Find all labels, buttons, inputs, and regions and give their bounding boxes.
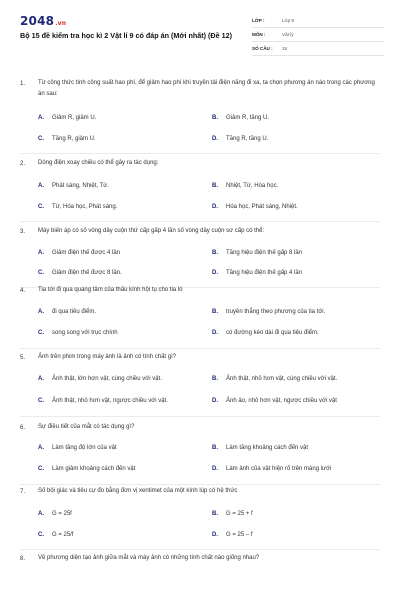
option-letter: C. — [38, 466, 44, 472]
meta-label: MÔN : — [252, 32, 266, 37]
option-letter: B. — [212, 445, 218, 451]
option-b[interactable] — [212, 115, 269, 121]
question-divider — [20, 153, 380, 154]
question-text: Từ công thức tính công suất hao phí, để giảm hao phí khi truyền tải điện năng đi xa, ta chọn phương án nào trong các phương án sau: — [38, 80, 375, 97]
option-text: đi qua tiêu điểm. — [52, 309, 97, 315]
option-letter: A. — [38, 115, 44, 121]
option-d[interactable] — [212, 398, 337, 404]
option-b[interactable] — [212, 445, 308, 451]
question-number: 4. — [20, 288, 26, 294]
option-letter: D. — [212, 466, 218, 472]
meta-row-subject — [252, 28, 384, 42]
option-c[interactable] — [38, 532, 74, 538]
meta-value: Vật lý — [282, 32, 294, 37]
option-text: Ảnh thật, lớn hơn vật, cùng chiều với vật. — [52, 376, 162, 382]
option-text: Hóa học, Phát sáng, Nhiệt. — [226, 204, 298, 210]
option-text: Giảm điện thế được 8 lần. — [52, 270, 122, 276]
option-text: Làm giảm khoảng cách đến vật — [52, 466, 136, 472]
option-text: Tăng hiệu điện thế gấp 4 lần — [226, 270, 303, 276]
option-text: Nhiệt, Từ, Hóa học. — [226, 183, 279, 189]
option-text: Tăng hiệu điện thế gấp 8 lần — [226, 250, 303, 256]
option-letter: A. — [38, 445, 44, 451]
option-text: Tăng R, giảm U. — [52, 136, 96, 142]
option-letter: A. — [38, 309, 44, 315]
meta-label: LỚP : — [252, 18, 265, 23]
question-number: 7. — [20, 489, 26, 495]
option-c[interactable] — [38, 204, 117, 210]
option-d[interactable] — [212, 270, 302, 276]
option-a[interactable] — [38, 115, 96, 121]
option-letter: C. — [38, 330, 44, 336]
option-b[interactable] — [212, 309, 325, 315]
question-number: 1. — [20, 81, 26, 87]
option-text: song song với trục chính — [52, 330, 118, 336]
option-letter: D. — [212, 204, 218, 210]
option-letter: D. — [212, 532, 218, 538]
option-a[interactable] — [38, 445, 117, 451]
question-number: 8. — [20, 556, 26, 562]
question-divider — [20, 549, 380, 550]
option-text: truyền thẳng theo phương của tia tới. — [226, 309, 326, 315]
option-c[interactable] — [38, 270, 122, 276]
option-a[interactable] — [38, 309, 96, 315]
meta-info — [252, 14, 384, 56]
option-letter: B. — [212, 250, 218, 256]
option-text: Làm tăng độ lớn của vật — [52, 445, 117, 451]
option-letter: B. — [212, 309, 218, 315]
option-text: G = 25 – f — [226, 532, 253, 538]
question-divider — [20, 221, 380, 222]
option-c[interactable] — [38, 398, 168, 404]
option-text: Giảm điện thế được 4 lần — [52, 250, 120, 256]
option-text: Ảnh thật, nhỏ hơn vật, cùng chiều với vật. — [226, 376, 338, 382]
option-text: Giảm R, giảm U. — [52, 115, 97, 121]
question-divider — [20, 348, 380, 349]
question-text: Sự điều tiết của mắt có tác dụng gì? — [38, 424, 135, 430]
option-text: G = 25 + f — [226, 511, 253, 517]
option-text: Ảnh thật, nhỏ hơn vật, ngược chiều với vật. — [52, 398, 168, 404]
question-number: 6. — [20, 425, 26, 431]
logo-main: 2048 — [20, 14, 55, 28]
question-text: Số bội giác và tiêu cự đo bằng đơn vị xentimet của một kính lúp có hệ thức — [38, 488, 238, 494]
option-letter: C. — [38, 136, 44, 142]
option-letter: D. — [212, 136, 218, 142]
question-divider — [20, 416, 380, 417]
option-letter: B. — [212, 511, 218, 517]
option-text: G = 25f — [52, 511, 72, 517]
option-letter: C. — [38, 270, 44, 276]
meta-value: Lớp 9 — [282, 18, 294, 23]
question-number: 2. — [20, 161, 26, 167]
option-a[interactable] — [38, 511, 72, 517]
option-letter: C. — [38, 532, 44, 538]
option-letter: C. — [38, 398, 44, 404]
option-letter: A. — [38, 511, 44, 517]
question-text: Máy biến áp có số vòng dây cuộn thứ cấp gấp 4 lần số vòng dây cuộn sơ cấp có thể: — [38, 228, 265, 234]
option-text: G = 25/f — [52, 532, 74, 538]
option-text: Ảnh ảo, nhỏ hơn vật, ngược chiều với vật — [226, 398, 337, 404]
option-text: Làm ảnh của vật hiện rõ trên màng lưới — [226, 466, 332, 472]
page-header — [0, 0, 400, 68]
option-letter: C. — [38, 204, 44, 210]
meta-row-class — [252, 14, 384, 28]
option-d[interactable] — [212, 136, 268, 142]
question-number: 3. — [20, 229, 26, 235]
option-c[interactable] — [38, 466, 135, 472]
meta-row-count — [252, 42, 384, 56]
question-text: Tia tới đi qua quang tâm của thấu kính hội tụ cho tia ló — [38, 287, 183, 293]
option-a[interactable] — [38, 183, 109, 189]
option-a[interactable] — [38, 376, 162, 382]
question-item — [0, 425, 400, 492]
question-item — [0, 489, 400, 556]
option-a[interactable] — [38, 250, 120, 256]
question-text: Về phương diện tạo ảnh giữa mắt và máy ảnh có những tính chất nào giống nhau? — [38, 555, 260, 561]
question-number: 5. — [20, 355, 26, 361]
option-letter: D. — [212, 270, 218, 276]
question-divider — [20, 484, 380, 485]
meta-label: SỐ CÂU : — [252, 46, 273, 51]
option-letter: A. — [38, 183, 44, 189]
option-text: Từ, Hóa học, Phát sáng. — [52, 204, 118, 210]
option-d[interactable] — [212, 532, 253, 538]
option-b[interactable] — [212, 511, 253, 517]
option-text: Giảm R, tăng U. — [226, 115, 270, 121]
option-b[interactable] — [212, 376, 337, 382]
option-text: có đường kéo dài đi qua tiêu điểm. — [226, 330, 319, 336]
question-item — [0, 78, 400, 145]
option-letter: D. — [212, 398, 218, 404]
option-letter: D. — [212, 330, 218, 336]
page-title: Bộ 15 đề kiểm tra học kì 2 Vật lí 9 có đáp án (Mới nhất) (Đề 12) — [20, 31, 233, 40]
option-c[interactable] — [38, 136, 96, 142]
question-text: Ảnh trên phim trong máy ảnh là ảnh có tính chất gì? — [38, 354, 177, 360]
question-item — [0, 355, 400, 422]
question-item — [0, 288, 400, 355]
option-letter: B. — [212, 376, 218, 382]
option-d[interactable] — [212, 330, 319, 336]
option-b[interactable] — [212, 183, 278, 189]
option-c[interactable] — [38, 330, 118, 336]
option-text: Phát sáng, Nhiệt, Từ. — [52, 183, 109, 189]
option-b[interactable] — [212, 250, 302, 256]
question-list — [0, 78, 400, 576]
meta-value: 15 — [282, 46, 288, 51]
option-letter: B. — [212, 183, 218, 189]
option-letter: A. — [38, 376, 44, 382]
option-text: Tăng R, tăng U. — [226, 136, 269, 142]
option-letter: B. — [212, 115, 218, 121]
option-text: Làm tăng khoảng cách đến vật — [226, 445, 309, 451]
question-item — [0, 556, 400, 576]
site-logo[interactable] — [20, 14, 66, 28]
logo-tld: .vn — [55, 20, 67, 27]
option-d[interactable] — [212, 466, 331, 472]
option-d[interactable] — [212, 204, 298, 210]
option-letter: A. — [38, 250, 44, 256]
question-text: Dòng điện xoay chiều có thể gây ra tác dụng: — [38, 160, 159, 166]
